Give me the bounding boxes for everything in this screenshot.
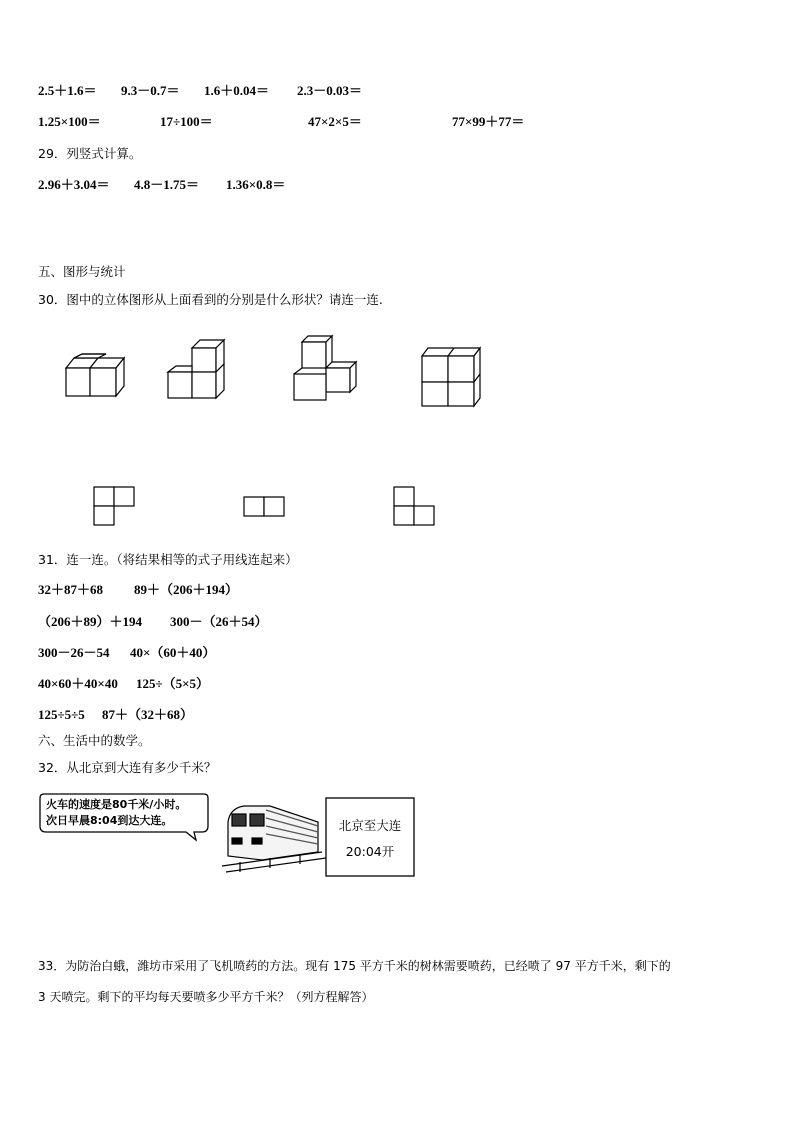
train-icon (222, 806, 326, 872)
bubble-arrival-text: 次日早晨8:04到达大连。 (46, 814, 173, 827)
question-31-title: 31．连一连。（将结果相等的式子用线连起来） (38, 552, 298, 567)
calc-item: 2.5＋1.6＝ (38, 83, 97, 98)
calc-item: 17÷100＝ (160, 114, 213, 129)
section-heading: 六、生活中的数学。 (38, 733, 151, 748)
question-33-line1: 33．为防治白蛾，潍坊市采用了飞机喷药的方法。现有 175 平方千米的树林需要喷药，已经喷了 97 平方千米，剩下的 (38, 959, 671, 973)
expression-right: 87＋（32＋68） (102, 707, 194, 722)
schedule-sign (326, 798, 414, 876)
expression-left: （206＋89）＋194 (38, 614, 143, 629)
question-29-title: 29．列竖式计算。 (38, 146, 142, 161)
sign-route-text: 北京至大连 (338, 818, 402, 833)
calc-item: 2.96＋3.04＝ (38, 177, 110, 192)
calc-item: 77×99＋77＝ (452, 114, 525, 129)
sign-departure-text: 20:04开 (345, 844, 395, 859)
question-33-line2: 3 天喷完。剩下的平均每天要喷多少平方千米？（列方程解答） (38, 990, 374, 1004)
calc-item: 1.25×100＝ (38, 114, 101, 129)
expression-left: 32＋87＋68 (38, 582, 104, 597)
expression-right: 125÷（5×5） (136, 676, 210, 691)
calc-item: 47×2×5＝ (308, 114, 362, 129)
question-30-title: 30．图中的立体图形从上面看到的分别是什么形状？请连一连. (38, 292, 383, 307)
calc-item: 1.36×0.8＝ (226, 177, 286, 192)
calc-item: 9.3－0.7＝ (121, 83, 180, 98)
expression-left: 40×60＋40×40 (38, 676, 118, 691)
calc-item: 4.8－1.75＝ (134, 177, 200, 192)
expression-right: 300－（26＋54） (170, 614, 268, 629)
expression-left: 125÷5÷5 (38, 707, 85, 722)
calc-item: 1.6＋0.04＝ (204, 83, 270, 98)
expression-right: 40×（60＋40） (130, 645, 216, 660)
question-32-title: 32．从北京到大连有多少千米？ (38, 760, 217, 775)
section-heading: 五、图形与统计 (38, 264, 126, 279)
expression-right: 89＋（206＋194） (134, 582, 239, 597)
bubble-speed-text: 火车的速度是80千米/小时。 (46, 798, 187, 811)
calc-item: 2.3－0.03＝ (297, 83, 363, 98)
expression-left: 300－26－54 (38, 645, 110, 660)
